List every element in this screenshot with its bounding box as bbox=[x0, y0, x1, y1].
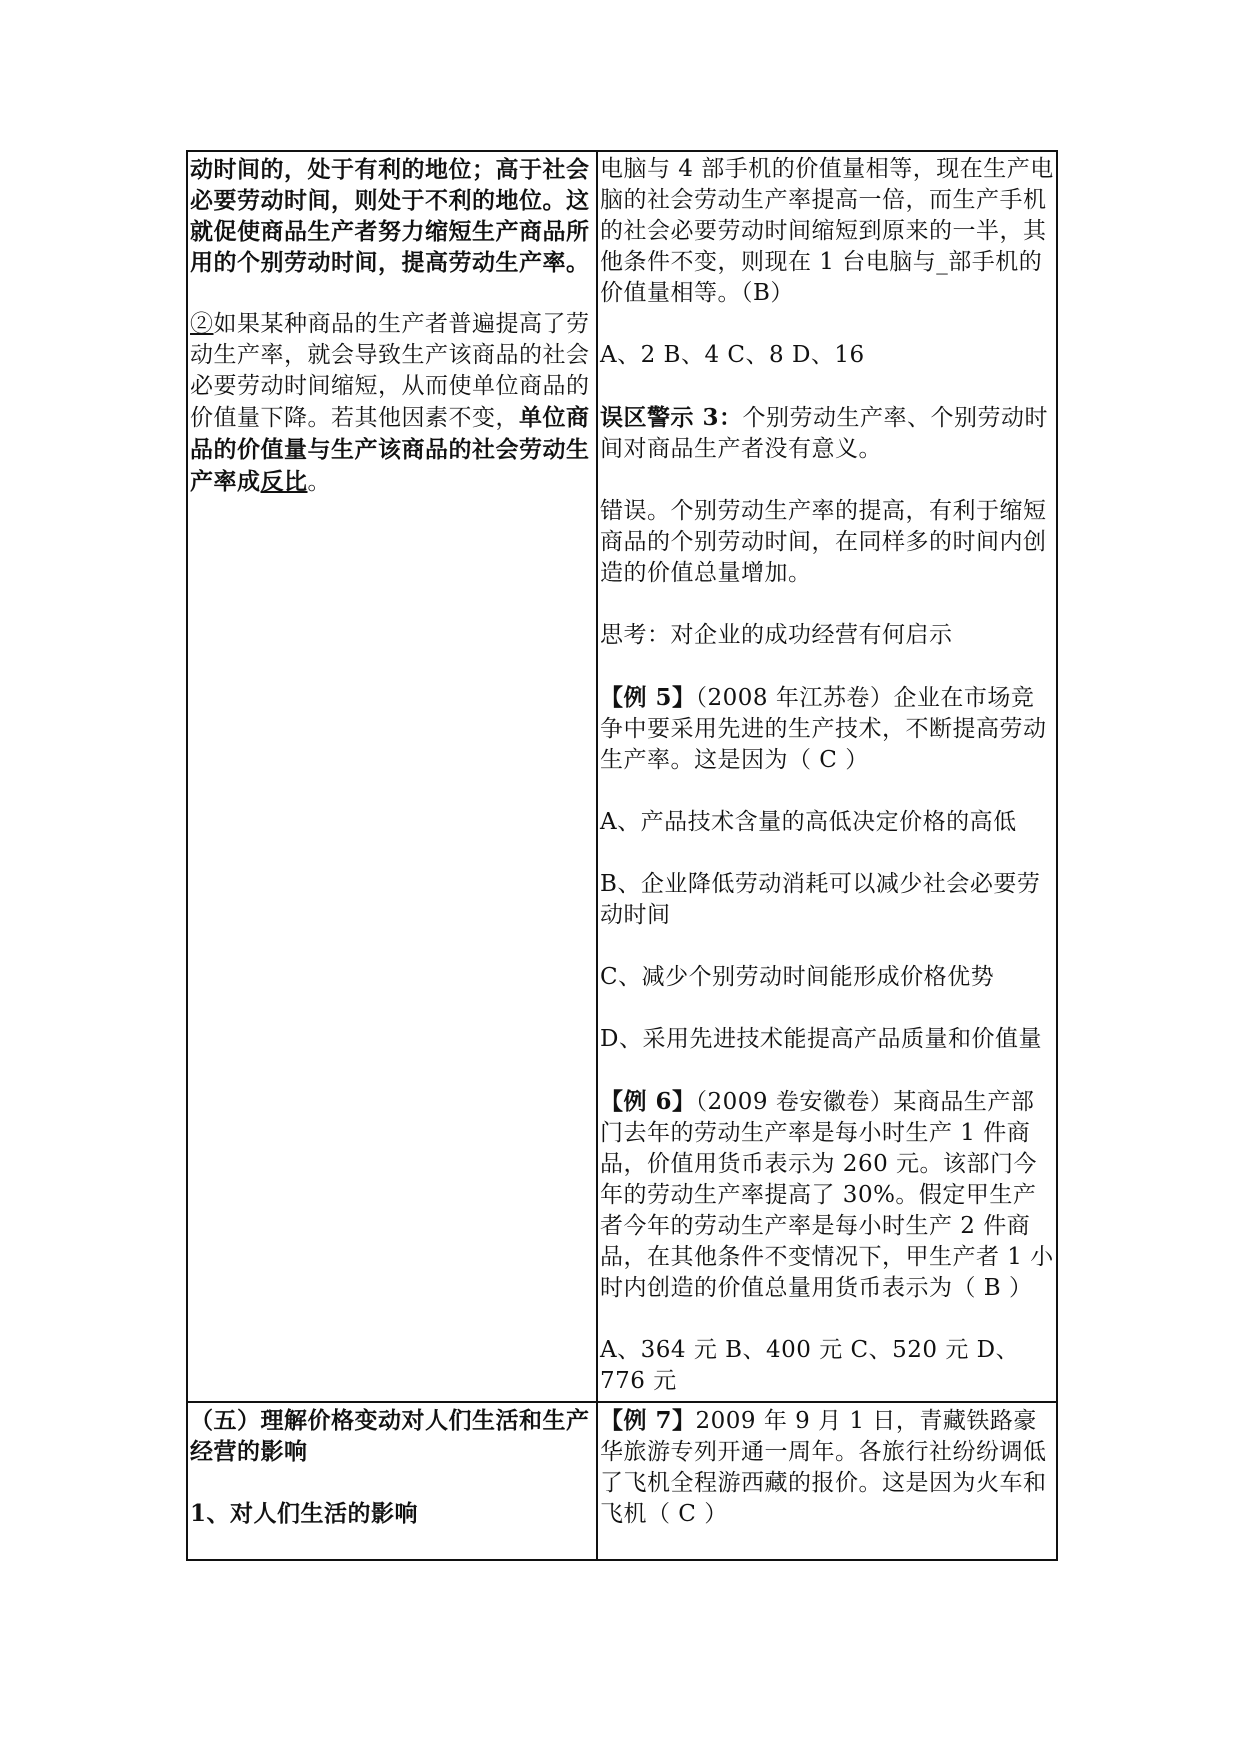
paragraph-bold-conclusion: 动时间的，处于有利的地位；高于社会必要劳动时间，则处于不利的地位。这就促使商品生产者努力缩短生产商品所用的个别劳动时间，提高劳动生产率。 bbox=[190, 156, 590, 276]
content-table bbox=[186, 150, 1058, 1561]
question-options: A、2 B、4 C、8 D、16 bbox=[600, 342, 865, 368]
section-heading: （五）理解价格变动对人们生活和生产经营的影响 bbox=[190, 1407, 590, 1465]
warning-label: 误区警示 3： bbox=[600, 404, 743, 431]
example-5-option-c: C、减少个别劳动时间能形成价格优势 bbox=[600, 964, 995, 990]
underlined-keyword: 反比 bbox=[260, 468, 308, 495]
paragraph-productivity bbox=[190, 309, 594, 498]
example-6-options: A、364 元 B、400 元 C、520 元 D、776 元 bbox=[600, 1337, 1020, 1394]
example-5-option-d: D、采用先进技术能提高产品质量和价值量 bbox=[600, 1026, 1042, 1052]
right-cell-top bbox=[597, 151, 1057, 1402]
example-5-option-b: B、企业降低劳动消耗可以减少社会必要劳动时间 bbox=[600, 871, 1041, 928]
circled-number-2: ② bbox=[190, 311, 214, 337]
table-row bbox=[187, 151, 1057, 1402]
left-cell-top bbox=[187, 151, 597, 1402]
think-prompt: 思考：对企业的成功经营有何启示 bbox=[600, 622, 953, 648]
table-row bbox=[187, 1402, 1057, 1560]
subsection-heading: 1、对人们生活的影响 bbox=[190, 1500, 419, 1527]
example-7-label: 【例 7】 bbox=[600, 1407, 696, 1434]
right-cell-bottom bbox=[597, 1402, 1057, 1560]
error-explanation: 错误。个别劳动生产率的提高，有利于缩短商品的个别劳动时间，在同样多的时间内创造的价值总量增加。 bbox=[600, 498, 1047, 586]
left-cell-bottom bbox=[187, 1402, 597, 1560]
example-6-label: 【例 6】 bbox=[600, 1088, 696, 1115]
example-7-text: 2009 年 9 月 1 日，青藏铁路豪华旅游专列开通一周年。各旅行社纷纷调低了飞机全程游西藏的报价。这是因为火车和飞机（ C ） bbox=[600, 1408, 1047, 1527]
example-6-text: （2009 卷安徽卷）某商品生产部门去年的劳动生产率是每小时生产 1 件商品，价值用货币表示为 260 元。该部门今年的劳动生产率提高了 30%。假定甲生产者今年的劳动生产率是每小时生产 2 件商品，在其他条件不变情况下，甲生产者 1 小时内创造的价值总量用货币表示为（ B ） bbox=[600, 1089, 1054, 1301]
example-5 bbox=[600, 682, 1054, 776]
example-5-option-a: A、产品技术含量的高低决定价格的高低 bbox=[600, 809, 1017, 835]
period: 。 bbox=[307, 469, 331, 495]
warning-paragraph bbox=[600, 402, 1054, 465]
example-7 bbox=[600, 1405, 1054, 1530]
example-6 bbox=[600, 1086, 1054, 1304]
example-5-label: 【例 5】 bbox=[600, 684, 696, 711]
warning-text: 个别劳动生产率、个别劳动时间对商品生产者没有意义。 bbox=[600, 405, 1049, 462]
paragraph-bold-text: 单位商品的价值量与生产该商品的社会劳动生产率成 bbox=[190, 404, 590, 495]
question-continuation: 电脑与 4 部手机的价值量相等，现在生产电脑的社会劳动生产率提高一倍，而生产手机的社会必要劳动时间缩短到原来的一半，其他条件不变，则现在 1 台电脑与_部手机的价值量相等。（B） bbox=[600, 156, 1054, 306]
paragraph-normal-text: 如果某种商品的生产者普遍提高了劳动生产率，就会导致生产该商品的社会必要劳动时间缩短，从而使单位商品的价值量下降。若其他因素不变， bbox=[190, 311, 590, 431]
example-5-text: （2008 年江苏卷）企业在市场竞争中要采用先进的生产技术，不断提高劳动生产率。这是因为（ C ） bbox=[600, 685, 1047, 773]
